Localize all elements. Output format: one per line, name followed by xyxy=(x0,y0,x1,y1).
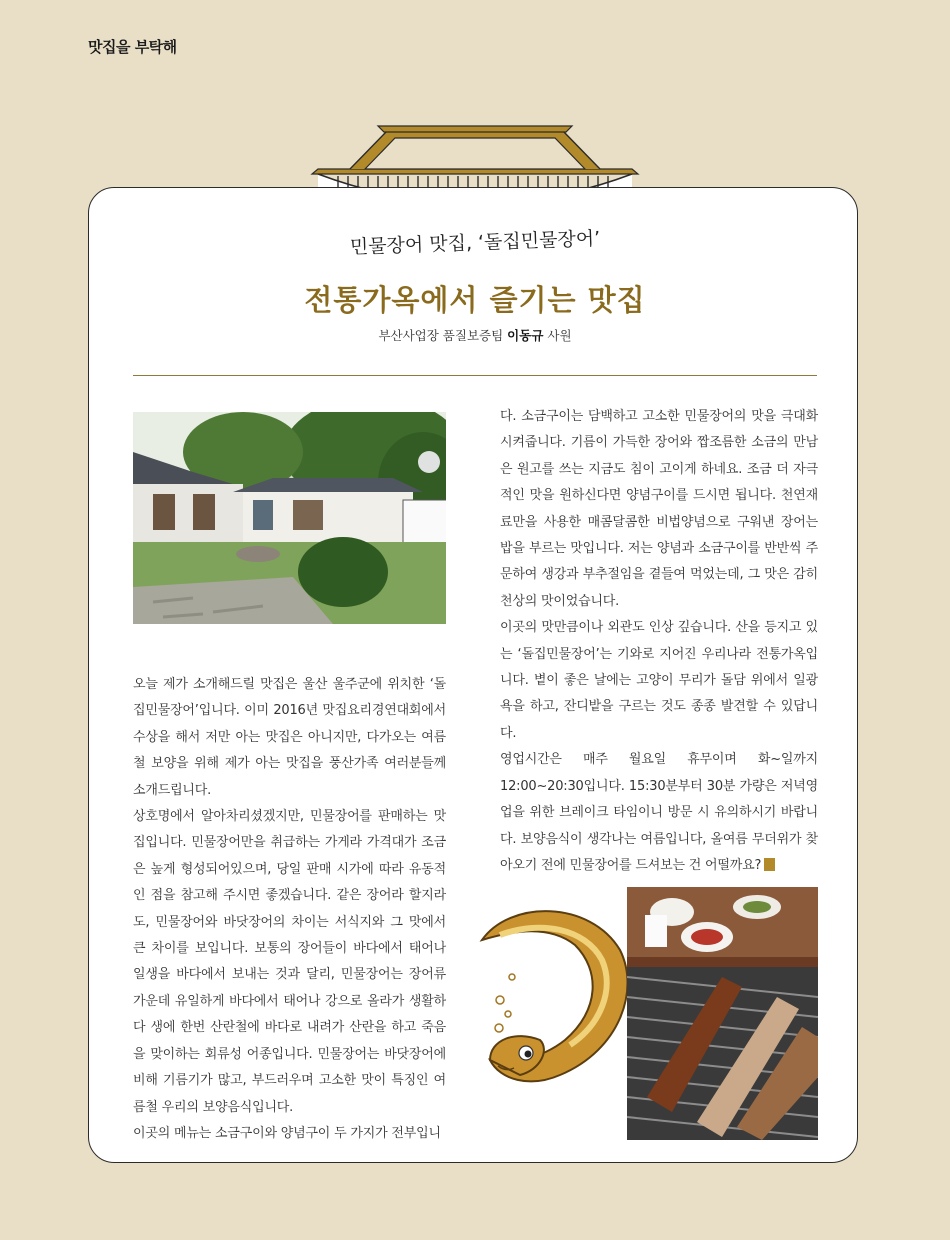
byline-department: 부산사업장 품질보증팀 xyxy=(378,328,504,343)
paragraph: 오늘 제가 소개해드릴 맛집은 울산 울주군에 위치한 ‘돌집민물장어’입니다. 이미 2016년 맛집요리경연대회에서 수상을 해서 저만 아는 맛집은 아니지만, 다가오는 여름철 보양을 위해 제가 아는 맛집을 풍산가족 여러분들께 소개드립니다. xyxy=(133,677,446,798)
closing-text: 영업시간은 매주 월요일 휴무이며 화~일까지 12:00~20:30입니다. 15:30분부터 30분 가량은 저녁영업을 위한 브레이크 타임이니 방문 시 유의하시기 바랍니다. 보양음식이 생각나는 여름입니다, 올여름 무더위가 찾아오기 전에 민물장어를 드셔보는 건 어떨까요? xyxy=(500,752,818,873)
article-title: 전통가옥에서 즐기는 맛집 xyxy=(304,283,646,317)
byline xyxy=(0,326,950,344)
eel-illustration-icon xyxy=(470,890,640,1100)
grilled-eel-photo xyxy=(627,887,818,1140)
byline-author: 이동규 xyxy=(507,328,544,343)
article-column-left xyxy=(133,672,446,1147)
article-subtitle: 민물장어 맛집, ‘돌집민물장어’ xyxy=(349,227,601,259)
paragraph: 상호명에서 알아차리셨겠지만, 민물장어를 판매하는 맛집입니다. 민물장어만을 취급하는 가게라 가격대가 조금은 높게 형성되어있으며, 당일 판매 시가에 따라 유동적인 점을 참고해 주시면 좋겠습니다. 같은 장어라 할지라도, 민물장어와 바닷장어의 차이는 서식지와 그 맛에서 큰 차이를 보입니다. 보통의 장어들이 바다에서 태어나 일생을 바다에서 보내는 것과 달리, 민물장어는 장어류 가운데 유일하게 바다에서 태어나 강으로 올라가 생활하다 생에 한번 산란철에 바다로 내려가 산란을 하고 죽음을 맞이하는 회류성 어종입니다. 민물장어는 바닷장어에 비해 기름기가 많고, 부드러우며 고소한 맛이 특징인 여름철 우리의 보양음식입니다. xyxy=(133,809,446,1115)
article-column-right xyxy=(500,404,818,879)
paragraph xyxy=(500,747,818,879)
paragraph: 이곳의 맛만큼이나 외관도 인상 깊습니다. 산을 등지고 있는 ‘돌집민물장어’는 기와로 지어진 우리나라 전통가옥입니다. 볕이 좋은 날에는 고양이 무리가 돌담 위에서 일광욕을 하고, 잔디밭을 구르는 것도 종종 발견할 수 있답니다. xyxy=(500,620,818,741)
restaurant-exterior-photo xyxy=(133,412,446,624)
section-label: 맛집을 부탁해 xyxy=(88,38,177,56)
byline-position: 사원 xyxy=(547,328,572,343)
paragraph: 다. 소금구이는 담백하고 고소한 민물장어의 맛을 극대화시켜줍니다. 기름이 가득한 장어와 짭조름한 소금의 만남은 원고를 쓰는 지금도 침이 고이게 하네요. 조금 더 자극적인 맛을 원하신다면 양념구이를 드시면 됩니다. 천연재료만을 사용한 매콤달콤한 비법양념으로 구워낸 장어는 밥을 부르는 맛입니다. 저는 양념과 소금구이를 반반씩 주문하여 생강과 부추절임을 곁들여 먹었는데, 그 맛은 감히 천상의 맛이었습니다. xyxy=(500,409,818,609)
paragraph: 이곳의 메뉴는 소금구이와 양념구이 두 가지가 전부입니 xyxy=(133,1125,441,1141)
end-mark-icon xyxy=(764,858,775,871)
divider xyxy=(133,375,817,376)
